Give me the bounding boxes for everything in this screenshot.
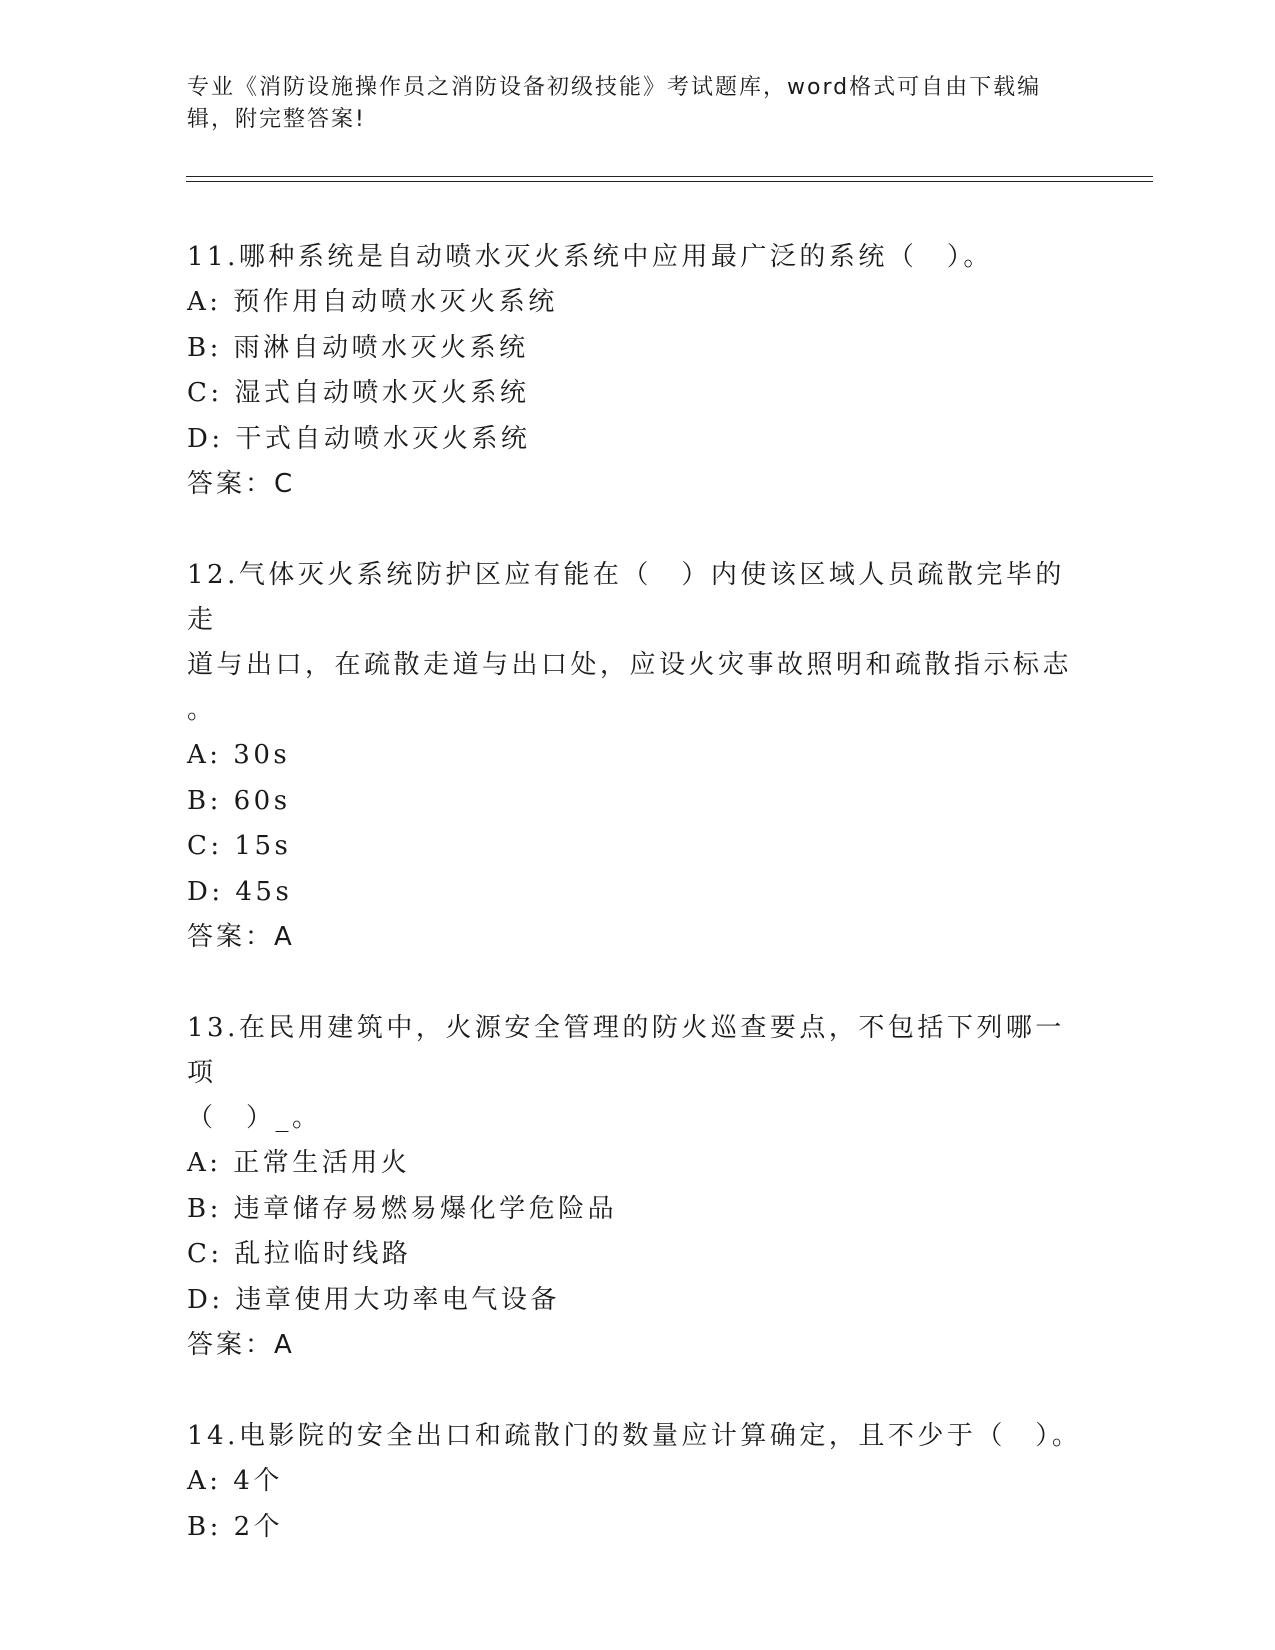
question-12	[187, 553, 1087, 960]
question-spacer	[187, 960, 1087, 1006]
option-b: B: 2个	[187, 1511, 284, 1542]
document-header: 专业《消防设施操作员之消防设备初级技能》考试题库，word格式可自由下载编辑，附完整答案!	[187, 75, 1042, 132]
question-spacer	[187, 507, 1087, 553]
question-list	[187, 235, 1087, 1550]
question-stem-line-2: 道与出口，在疏散走道与出口处，应设火灾事故照明和疏散指示标志	[187, 650, 1073, 680]
option-c: C: 15s	[187, 831, 292, 861]
question-stem-line-1: 13.在民用建筑中，火源安全管理的防火巡查要点，不包括下列哪一项	[187, 1013, 1065, 1088]
header-divider-bottom	[186, 181, 1153, 182]
option-d: D: 干式自动喷水灭火系统	[187, 423, 531, 454]
option-a: A: 4个	[187, 1466, 283, 1496]
option-a: A: 30s	[187, 740, 291, 770]
option-a: A: 正常生活用火	[187, 1148, 411, 1178]
question-11	[187, 235, 1087, 507]
question-13	[187, 1006, 1087, 1368]
question-spacer	[187, 1368, 1087, 1414]
option-a: A: 预作用自动喷水灭火系统	[187, 287, 558, 317]
option-b: B: 雨淋自动喷水灭火系统	[187, 332, 529, 363]
answer-line: 答案：C	[187, 469, 296, 499]
header-divider-top	[186, 176, 1153, 177]
question-stem-line-3: 。	[187, 695, 217, 725]
question-stem-line-1: 12.气体灭火系统防护区应有能在（ ）内使该区域人员疏散完毕的走	[187, 560, 1065, 635]
option-d: D: 违章使用大功率电气设备	[187, 1284, 560, 1315]
answer-line: 答案：A	[187, 922, 295, 952]
question-stem-line-2: （ ）_。	[187, 1103, 322, 1133]
question-stem: 14.电影院的安全出口和疏散门的数量应计算确定，且不少于（ ）。	[187, 1421, 1082, 1451]
option-b: B: 60s	[187, 785, 291, 816]
option-b: B: 违章储存易燃易爆化学危险品	[187, 1193, 618, 1224]
question-stem: 11.哪种系统是自动喷水灭火系统中应用最广泛的系统（ ）。	[187, 242, 993, 272]
option-c: C: 湿式自动喷水灭火系统	[187, 378, 530, 408]
option-c: C: 乱拉临时线路	[187, 1239, 412, 1269]
question-14	[187, 1414, 1087, 1550]
answer-line: 答案：A	[187, 1330, 295, 1360]
option-d: D: 45s	[187, 876, 293, 907]
